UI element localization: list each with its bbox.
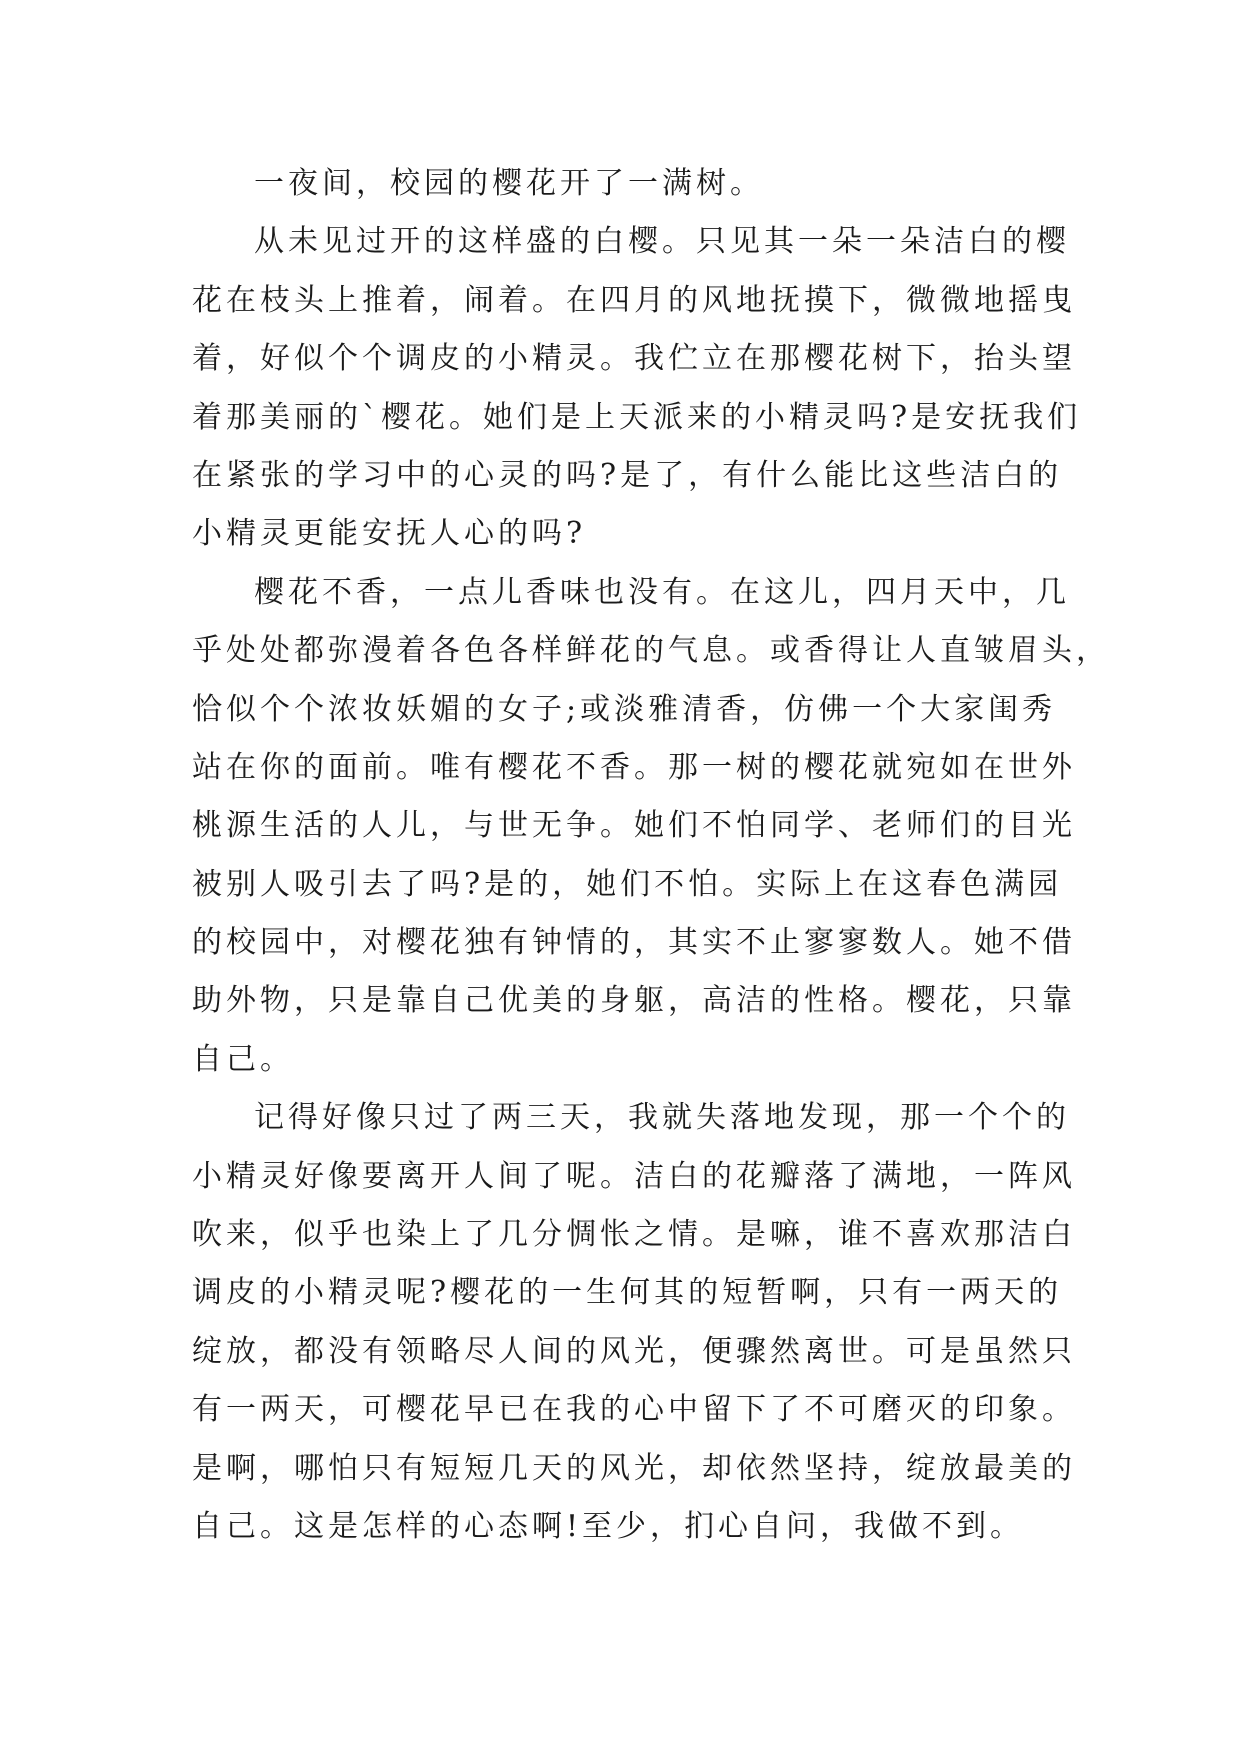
paragraph-3-line: 站在你的面前。唯有樱花不香。那一树的樱花就宛如在世外: [192, 749, 1076, 785]
paragraph-3-line: 樱花不香，一点儿香味也没有。在这儿，四月天中，几: [254, 574, 1070, 610]
paragraph-4-line: 绽放，都没有领略尽人间的风光，便骤然离世。可是虽然只: [192, 1333, 1076, 1369]
paragraph-2-line: 从未见过开的这样盛的白樱。只见其一朵一朵洁白的樱: [254, 224, 1070, 260]
paragraph-3-line: 桃源生活的人儿，与世无争。她们不怕同学、老师们的目光: [192, 808, 1076, 844]
paragraph-4-line: 是啊，哪怕只有短短几天的风光，却依然坚持，绽放最美的: [192, 1450, 1076, 1486]
paragraph-3-line: 助外物，只是靠自己优美的身躯，高洁的性格。樱花，只靠: [192, 983, 1076, 1019]
paragraph-3-line: 的校园中，对樱花独有钟情的，其实不止寥寥数人。她不借: [192, 925, 1076, 961]
paragraph-3-line: 恰似个个浓妆妖媚的女子;或淡雅清香，仿佛一个大家闺秀: [192, 691, 1057, 727]
paragraph-1-line: 一夜间，校园的樱花开了一满树。: [254, 166, 764, 201]
paragraph-2-line: 花在枝头上推着，闹着。在四月的风地抚摸下，微微地摇曳: [192, 282, 1076, 318]
paragraph-3-line: 自己。: [192, 1041, 294, 1077]
paragraph-4-line: 有一两天，可樱花早已在我的心中留下了不可磨灭的印象。: [192, 1392, 1076, 1428]
paragraph-4-line: 记得好像只过了两三天，我就失落地发现，那一个个的: [254, 1100, 1070, 1136]
paragraph-4-line: 调皮的小精灵呢?樱花的一生何其的短暂啊，只有一两天的: [192, 1275, 1063, 1311]
paragraph-2-line: 小精灵更能安抚人心的吗?: [192, 516, 587, 552]
paragraph-3-line: 被别人吸引去了吗?是的，她们不怕。实际上在这春色满园: [192, 866, 1063, 902]
paragraph-3-line: 乎处处都弥漫着各色各样鲜花的气息。或香得让人直皱眉头，: [192, 633, 1110, 669]
paragraph-4-line: 小精灵好像要离开人间了呢。洁白的花瓣落了满地，一阵风: [192, 1158, 1076, 1194]
paragraph-4-line: 吹来，似乎也染上了几分惆怅之情。是嘛，谁不喜欢那洁白: [192, 1217, 1076, 1253]
paragraph-2-line: 着那美丽的`樱花。她们是上天派来的小精灵吗?是安抚我们: [192, 399, 1082, 435]
paragraph-2-line: 在紧张的学习中的心灵的吗?是了，有什么能比这些洁白的: [192, 457, 1063, 493]
paragraph-2-line: 着，好似个个调皮的小精灵。我伫立在那樱花树下，抬头望: [192, 341, 1076, 377]
essay-body: [192, 155, 1110, 1556]
paragraph-4-line: 自己。这是怎样的心态啊!至少，扪心自问，我做不到。: [192, 1508, 1025, 1544]
